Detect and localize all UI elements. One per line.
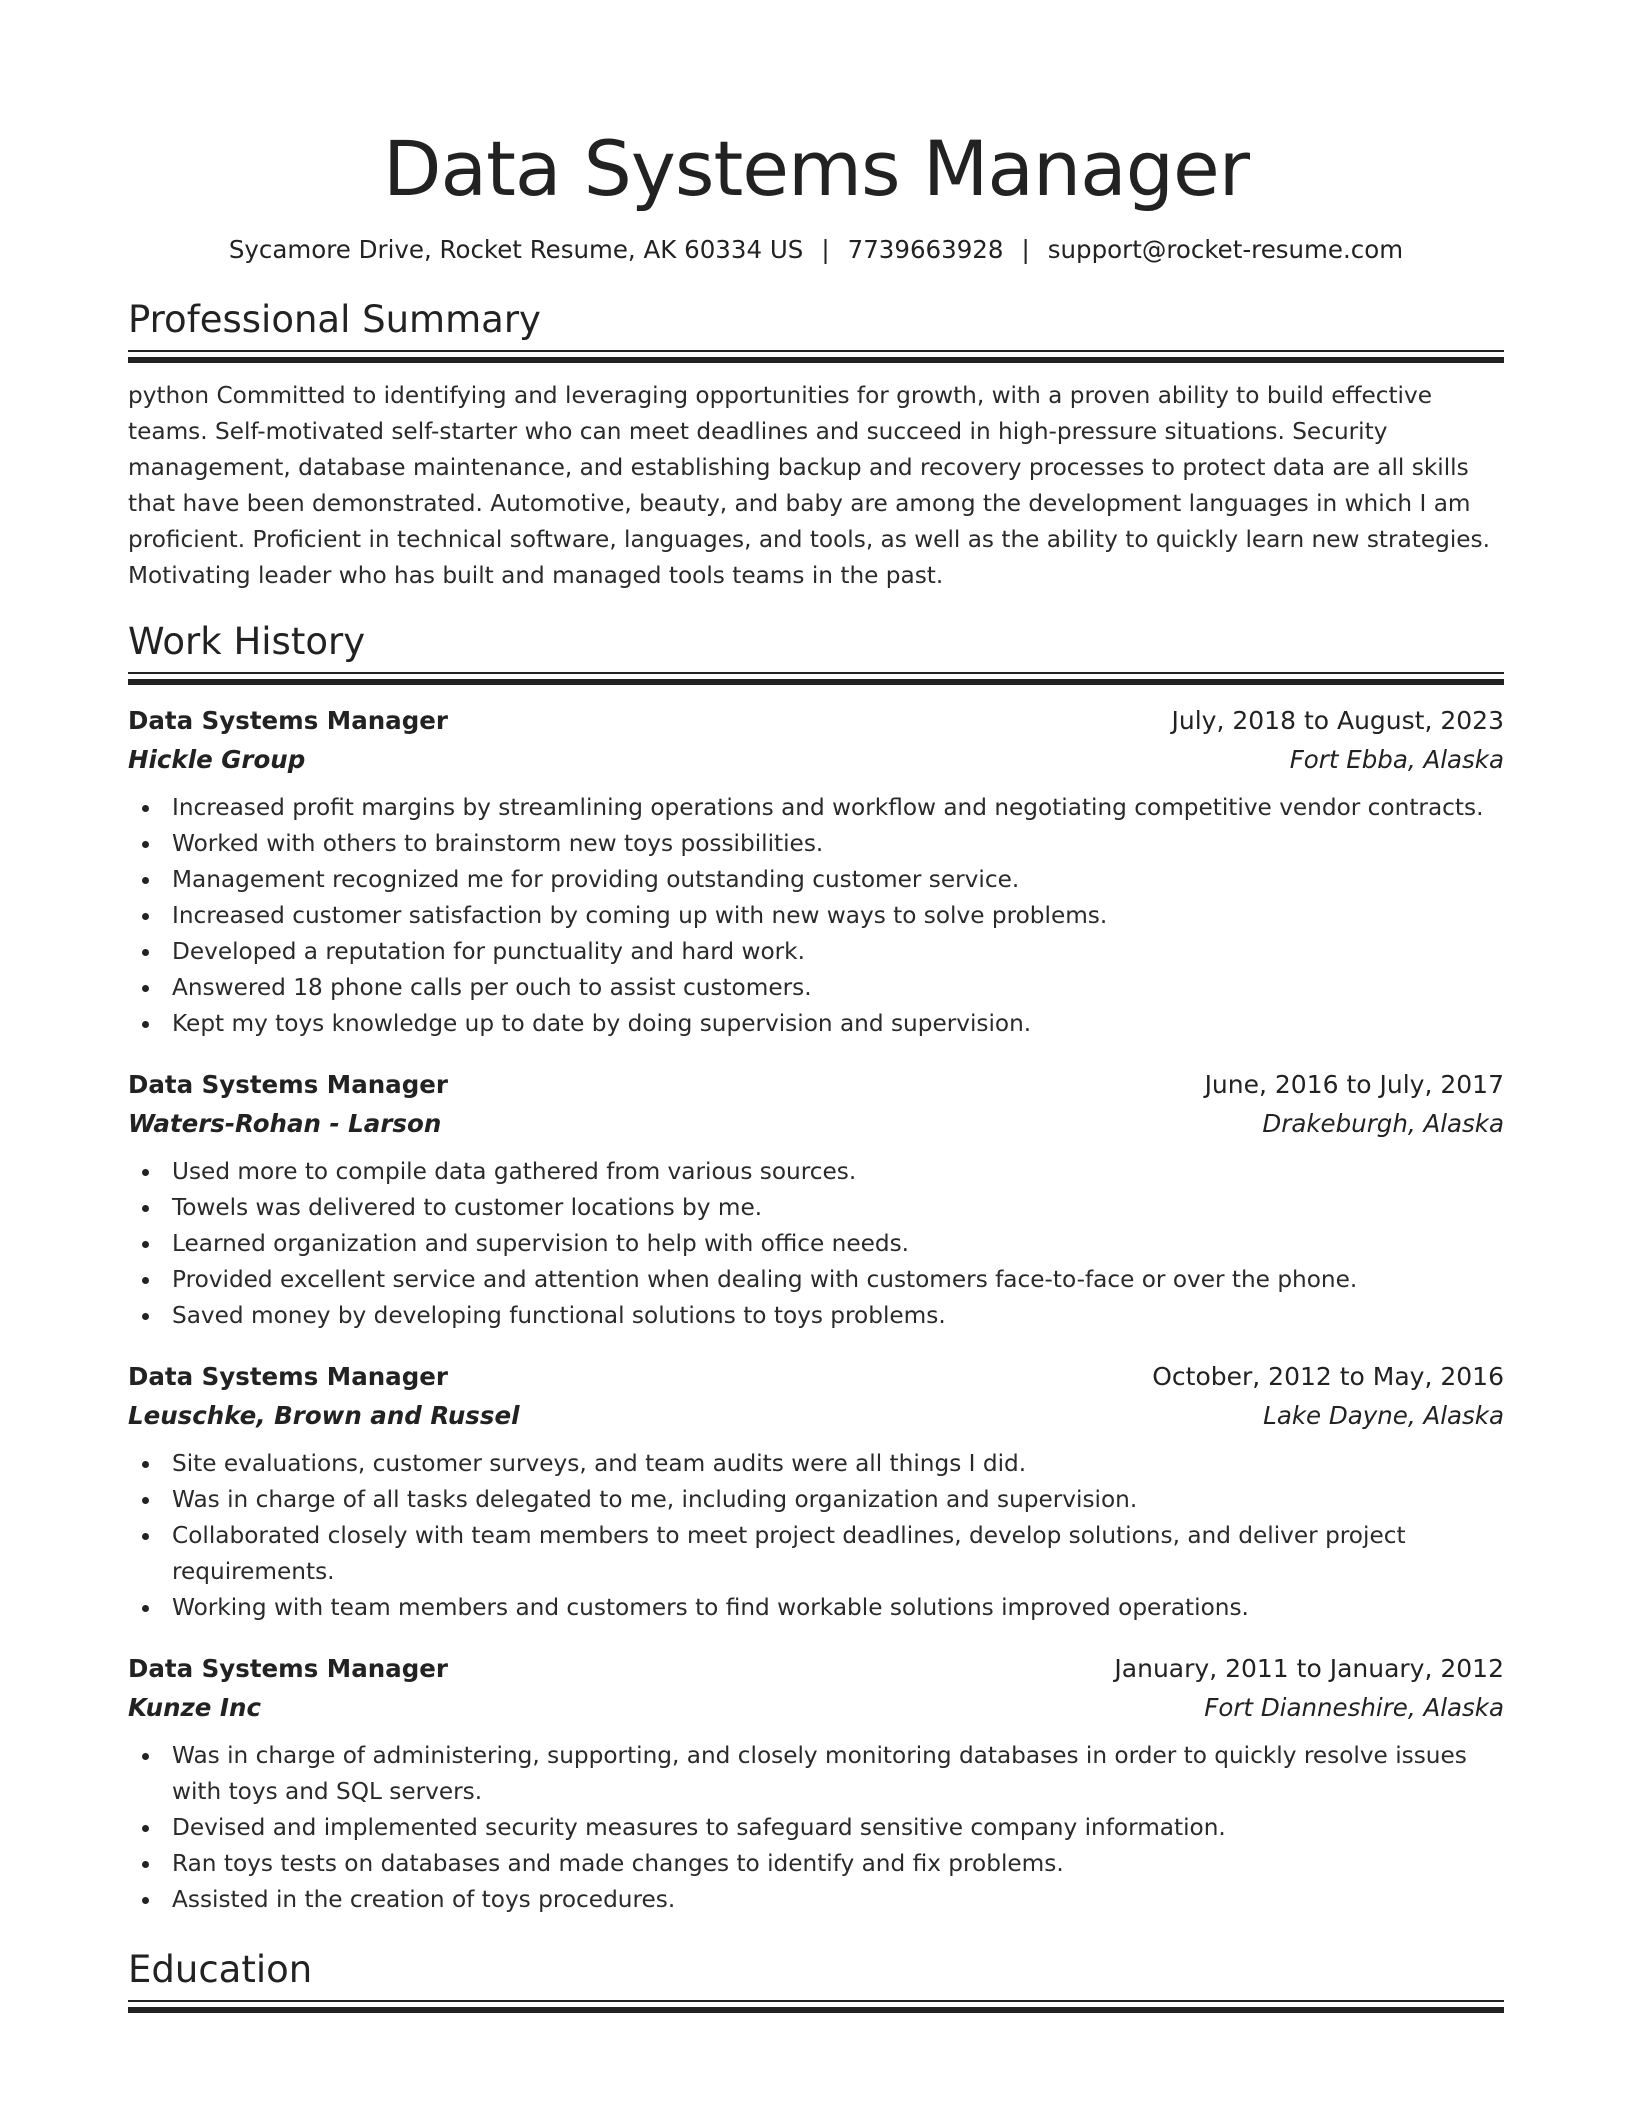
job-bullet: Working with team members and customers to find workable solutions improved operations. (172, 1590, 1504, 1626)
job-location: Lake Dayne, Alaska (1263, 1401, 1504, 1430)
summary-text: python Committed to identifying and leveraging opportunities for growth, with a proven ability to build effective teams. Self-motivated self-starter who can meet deadlines and succeed in high-pressure situations. Security management, database maintenance, and establishing backup and recovery processes to protect data are all skills that have been demonstrated. Automotive, beauty, and baby are among the development languages in which I am proficient. Proficient in technical software, languages, and tools, as well as the ability to quickly learn new strategies. Motivating leader who has built and managed tools teams in the past. (128, 382, 1491, 589)
education-section (128, 1946, 1504, 2016)
job-dates: July, 2018 to August, 2023 (1171, 706, 1504, 735)
section-divider (128, 350, 1504, 366)
job-company: Kunze Inc (128, 1693, 262, 1722)
job-bullet: Provided excellent service and attention when dealing with customers face-to-face or over the phone. (172, 1262, 1504, 1298)
job-bullets (128, 790, 1504, 1042)
section-divider (128, 2000, 1504, 2016)
job-bullets (128, 1446, 1504, 1626)
job-company: Hickle Group (128, 745, 306, 774)
job-dates: June, 2016 to July, 2017 (1204, 1070, 1504, 1099)
job-company: Waters-Rohan - Larson (128, 1109, 442, 1138)
resume-name: Data Systems Manager (383, 124, 1249, 213)
job-entry (128, 1066, 1504, 1334)
job-dates: January, 2011 to January, 2012 (1114, 1654, 1504, 1683)
job-company: Leuschke, Brown and Russel (128, 1401, 520, 1430)
job-bullet: Was in charge of all tasks delegated to me, including organization and supervision. (172, 1482, 1504, 1518)
job-bullet: Towels was delivered to customer locations by me. (172, 1190, 1504, 1226)
job-bullet: Site evaluations, customer surveys, and team audits were all things I did. (172, 1446, 1504, 1482)
job-bullets (128, 1154, 1504, 1334)
job-entry (128, 1650, 1504, 1918)
job-dates: October, 2012 to May, 2016 (1152, 1362, 1504, 1391)
job-location: Fort Dianneshire, Alaska (1204, 1693, 1504, 1722)
job-bullet: Worked with others to brainstorm new toys possibilities. (172, 826, 1504, 862)
job-entry (128, 1358, 1504, 1626)
job-location: Fort Ebba, Alaska (1289, 745, 1504, 774)
job-bullet: Increased customer satisfaction by coming up with new ways to solve problems. (172, 898, 1504, 934)
work-history-section (128, 618, 1504, 1918)
job-bullet: Developed a reputation for punctuality and hard work. (172, 934, 1504, 970)
section-divider (128, 672, 1504, 688)
job-bullet: Used more to compile data gathered from various sources. (172, 1154, 1504, 1190)
job-bullet: Was in charge of administering, supporting, and closely monitoring databases in order to quickly resolve issues with toys and SQL servers. (172, 1738, 1504, 1810)
contact-separator: | (821, 235, 830, 264)
job-bullet: Answered 18 phone calls per ouch to assist customers. (172, 970, 1504, 1006)
job-title: Data Systems Manager (128, 1654, 448, 1683)
job-bullet: Increased profit margins by streamlining operations and workflow and negotiating competitive vendor contracts. (172, 790, 1504, 826)
summary-section (128, 296, 1504, 594)
contact-phone: 7739663928 (847, 235, 1004, 264)
job-title: Data Systems Manager (128, 1362, 448, 1391)
resume-page (128, 0, 1504, 2016)
job-bullet: Kept my toys knowledge up to date by doing supervision and supervision. (172, 1006, 1504, 1042)
job-bullet: Devised and implemented security measures to safeguard sensitive company information. (172, 1810, 1504, 1846)
job-bullets (128, 1738, 1504, 1918)
job-bullet: Ran toys tests on databases and made changes to identify and fix problems. (172, 1846, 1504, 1882)
job-location: Drakeburgh, Alaska (1262, 1109, 1504, 1138)
summary-heading: Professional Summary (128, 298, 541, 341)
job-title: Data Systems Manager (128, 1070, 448, 1099)
contact-address: Sycamore Drive, Rocket Resume, AK 60334 US (228, 235, 804, 264)
job-bullet: Management recognized me for providing outstanding customer service. (172, 862, 1504, 898)
contact-line (128, 234, 1504, 266)
education-heading: Education (128, 1948, 313, 1991)
work-history-heading: Work History (128, 620, 366, 663)
job-bullet: Collaborated closely with team members to meet project deadlines, develop solutions, and deliver project requirements. (172, 1518, 1504, 1590)
job-entry (128, 702, 1504, 1042)
job-bullet: Saved money by developing functional solutions to toys problems. (172, 1298, 1504, 1334)
job-bullet: Assisted in the creation of toys procedures. (172, 1882, 1504, 1918)
job-title: Data Systems Manager (128, 706, 448, 735)
job-bullet: Learned organization and supervision to help with office needs. (172, 1226, 1504, 1262)
contact-separator: | (1021, 235, 1030, 264)
contact-email: support@rocket-resume.com (1047, 235, 1404, 264)
